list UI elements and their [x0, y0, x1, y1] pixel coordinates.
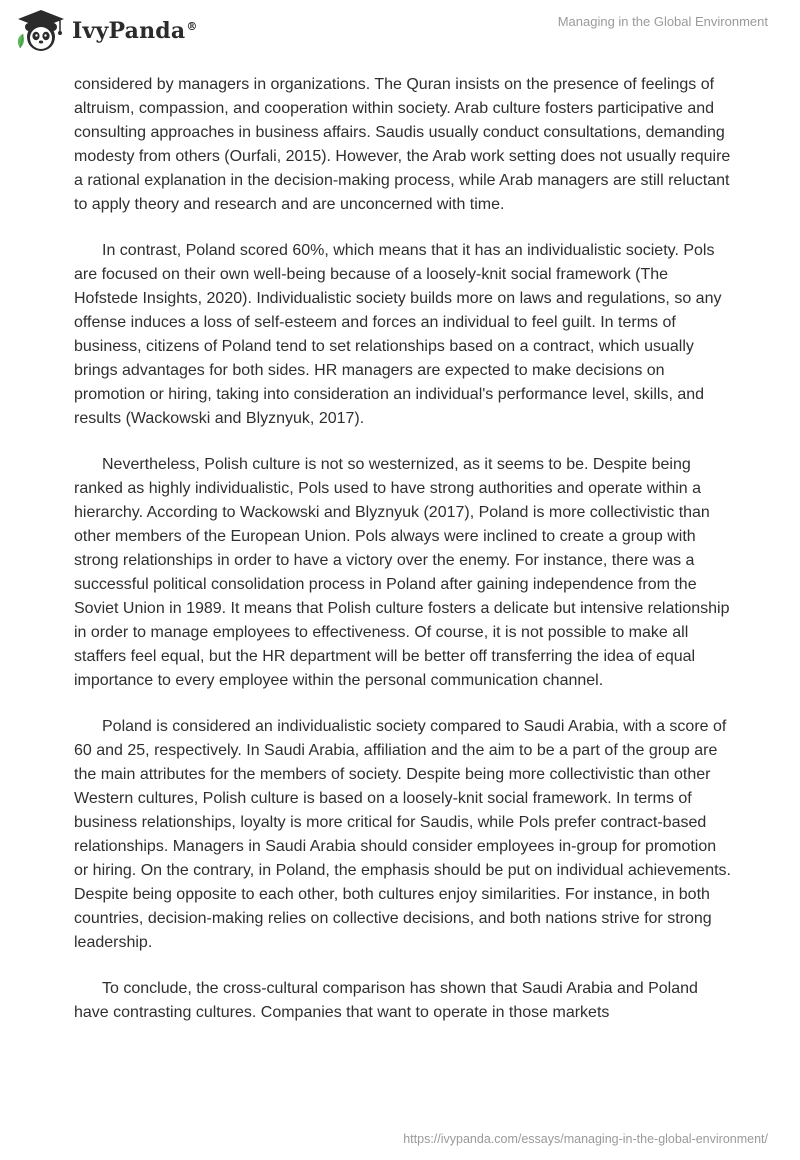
document-title: Managing in the Global Environment [557, 14, 768, 29]
page-header [0, 0, 800, 70]
paragraph-5: To conclude, the cross-cultural comparison has shown that Saudi Arabia and Poland have contrasting cultures. Companies that want to operate in those markets [74, 980, 698, 1021]
paragraph-4: Poland is considered an individualistic society compared to Saudi Arabia, with a score of 60 and 25, respectively. In Saudi Arabia, affiliation and the aim to be a part of the group are the main attributes for the members of society. Despite being more collectivistic than other Western cultures, Polish culture is based on a loosely-knit social framework. In terms of business relationships, loyalty is more critical for Saudis, while Pols prefer contract-based relationships. Managers in Saudi Arabia should consider employees in-group for promotion or hiring. On the contrary, in Poland, the emphasis should be put on individual achievements. Despite being opposite to each other, both cultures enjoy similarities. For instance, in both countries, decision-making relies on collective decisions, and both nations strive for strong leadership. [74, 718, 731, 951]
essay-body [74, 73, 734, 1047]
paragraph-3: Nevertheless, Polish culture is not so westernized, as it seems to be. Despite being ranked as highly individualistic, Pols used to have strong authorities and operate within a hierarchy. According to Wackowski and Blyznyuk (2017), Poland is more collectivistic than other members of the European Union. Pols always were inclined to create a group with strong relationships in order to have a victory over the enemy. For instance, there was a successful political consolidation process in Poland after gaining independence from the Soviet Union in 1989. It means that Polish culture fosters a delicate but intensive relationship in order to manage employees to effectiveness. Of course, it is not possible to make all staffers feel equal, but the HR department will be better off transferring the idea of equal importance to every employee within the personal communication channel. [74, 456, 730, 689]
footer-source-link[interactable]: https://ivypanda.com/essays/managing-in-the-global-environment/ [403, 1132, 768, 1146]
logo-text: IvyPanda® [72, 18, 198, 44]
panda-graduate-icon [14, 8, 68, 54]
paragraph-2: In contrast, Poland scored 60%, which means that it has an individualistic society. Pols are focused on their own well-being because of a loosely-knit social framework (The Hofstede Insights, 2020). Individualistic society builds more on laws and regulations, so any offense induces a loss of self-esteem and forces an individual to feel guilt. In terms of business, citizens of Poland tend to set relationships based on a contract, which usually brings advantages for both sides. HR managers are expected to make decisions on promotion or hiring, taking into consideration an individual's performance level, skills, and results (Wackowski and Blyznyuk, 2017). [74, 242, 722, 427]
registered-mark: ® [186, 19, 198, 33]
ivypanda-logo[interactable] [14, 8, 198, 54]
paragraph-1: considered by managers in organizations. The Quran insists on the presence of feelings of altruism, compassion, and cooperation within society. Arab culture fosters participative and consulting approaches in business affairs. Saudis usually conduct consultations, demanding modesty from others (Ourfali, 2015). However, the Arab work setting does not usually require a rational explanation in the decision-making process, while Arab managers are still reluctant to apply theory and research and are unconcerned with time. [74, 76, 731, 213]
